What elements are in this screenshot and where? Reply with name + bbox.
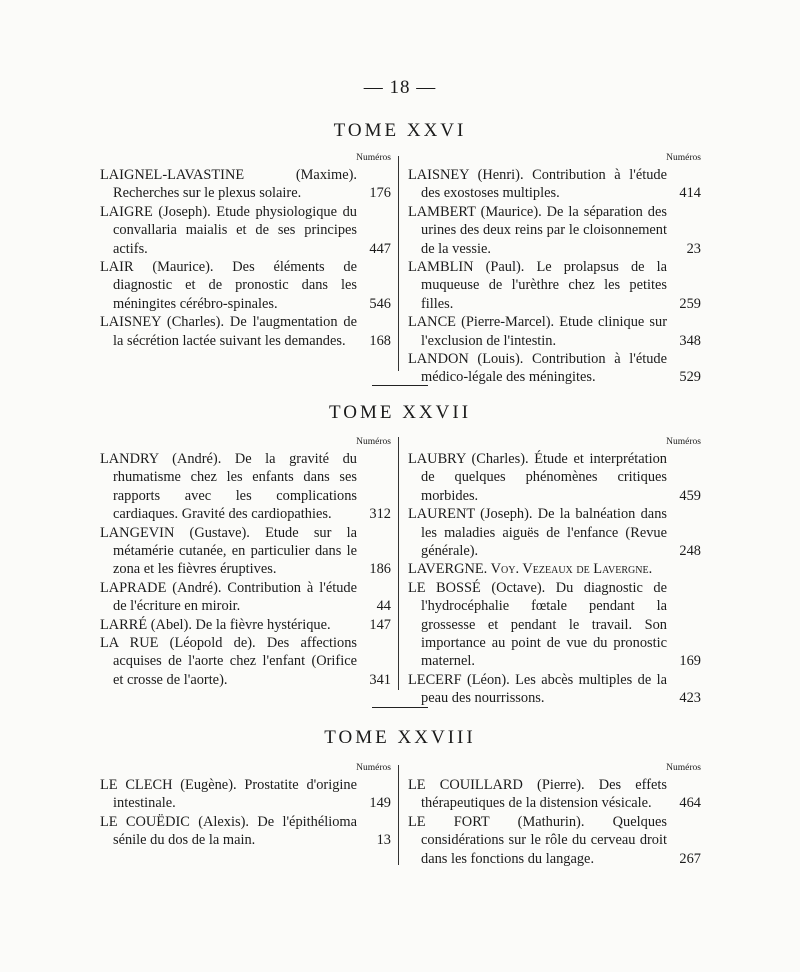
left-column	[100, 762, 393, 850]
entry-text: LAURENT (Joseph). De la balnéation dans les maladies aiguës de l'enfance (Revue générale).	[408, 506, 667, 560]
index-entry	[100, 313, 393, 350]
index-entry	[408, 813, 703, 868]
entry-text: LAIGNEL-LAVASTINE (Maxime). Recherches sur le plexus solaire.	[100, 167, 357, 202]
index-entry	[408, 203, 703, 258]
section-title-tome-xxvi: TOME XXVI	[333, 120, 467, 141]
index-entry	[100, 616, 393, 634]
index-entry	[100, 634, 393, 689]
entry-text: LAMBERT (Maurice). De la séparation des urines des deux reins par le cloisonnement de la vessie.	[408, 203, 667, 257]
entry-number: 341	[369, 671, 391, 688]
index-entry	[408, 450, 703, 505]
entry-text: LAIR (Maurice). Des éléments de diagnostic et de pronostic dans les méningites cérébro-spinales.	[100, 259, 357, 312]
page-number: — 18 —	[363, 77, 437, 98]
entry-number: 414	[679, 185, 701, 202]
index-entry	[100, 776, 393, 813]
right-column	[408, 152, 703, 387]
section-title-tome-xxviii: TOME XXVIII	[324, 727, 476, 748]
index-entry	[408, 258, 703, 313]
entry-text: LANDON (Louis). Contribution à l'étude médico-légale des méningites.	[408, 351, 667, 386]
entry-text: LANCE (Pierre-Marcel). Etude clinique sur l'exclusion de l'intestin.	[408, 314, 667, 349]
entry-number: 147	[369, 616, 391, 633]
column-header: Numéros	[666, 763, 701, 773]
entry-text: LA RUE (Léopold de). Des affections acquises de l'aorte chez l'enfant (Orifice et crosse de l'aorte).	[100, 635, 357, 688]
entry-text: LE FORT (Mathurin). Quelques considérations sur le rôle du cerveau droit dans les fonctions du langage.	[408, 813, 667, 867]
index-entry	[100, 450, 393, 524]
index-entry	[100, 813, 393, 850]
left-column	[100, 436, 393, 689]
entry-text: LAMBLIN (Paul). Le prolapsus de la muqueuse de l'urèthre chez les petites filles.	[408, 259, 667, 312]
entry-text: LAVERGNE. Voy. Vezeaux de Lavergne.	[408, 561, 653, 578]
entry-text: LAISNEY (Henri). Contribution à l'étude des exostoses multiples.	[408, 167, 667, 202]
entry-text: LAUBRY (Charles). Étude et interprétation de quelques phénomènes critiques morbides.	[408, 451, 667, 504]
entry-text: LE CLECH (Eugène). Prostatite d'origine intestinale.	[100, 777, 357, 812]
entry-number: 186	[369, 561, 391, 578]
entry-number: 13	[376, 832, 391, 849]
entry-number: 259	[679, 295, 701, 312]
entry-number: 529	[679, 369, 701, 386]
index-entry	[100, 203, 393, 258]
index-entry	[408, 350, 703, 387]
section-title-tome-xxvii: TOME XXVII	[328, 402, 472, 423]
entry-text: LE COUËDIC (Alexis). De l'épithélioma sénile du dos de la main.	[100, 813, 357, 849]
column-header: Numéros	[666, 153, 701, 163]
entry-text: LANGEVIN (Gustave). Etude sur la métamérie cutanée, en particulier dans le zona et les fièvres éruptives.	[100, 524, 357, 578]
index-entry	[408, 579, 703, 671]
entry-text: LE COUILLARD (Pierre). Des effets thérapeutiques de la distension vésicale.	[408, 777, 667, 812]
index-entry	[408, 776, 703, 813]
entry-number: 267	[679, 850, 701, 867]
entry-number: 464	[679, 795, 701, 812]
index-entry	[100, 579, 393, 616]
right-column	[408, 436, 703, 708]
column-divider	[398, 437, 399, 690]
section-divider	[372, 707, 428, 708]
entry-number: 546	[369, 295, 391, 312]
right-column	[408, 762, 703, 868]
entry-text: LE BOSSÉ (Octave). Du diagnostic de l'hydrocéphalie fœtale pendant la grossesse et pendant le travail. Son importance au point de vue du pronostic maternel.	[408, 579, 667, 670]
entry-number: 149	[369, 795, 391, 812]
column-header: Numéros	[666, 437, 701, 447]
entry-text: LECERF (Léon). Les abcès multiples de la peau des nourrissons.	[408, 671, 667, 707]
index-entry	[100, 524, 393, 579]
column-header: Numéros	[356, 153, 391, 163]
column-divider	[398, 156, 399, 371]
index-entry	[408, 166, 703, 203]
index-entry	[100, 258, 393, 313]
column-header: Numéros	[356, 437, 391, 447]
index-entry	[408, 505, 703, 560]
entry-number: 447	[369, 240, 391, 257]
entry-number: 168	[369, 332, 391, 349]
index-entry	[408, 313, 703, 350]
index-entry	[408, 560, 703, 578]
entry-number: 423	[679, 690, 701, 707]
entry-number: 169	[679, 653, 701, 670]
entry-text: LAIGRE (Joseph). Etude physiologique du convallaria maialis et de ses principes actifs.	[100, 203, 357, 257]
entry-number: 348	[679, 332, 701, 349]
column-header: Numéros	[356, 763, 391, 773]
entry-number: 44	[376, 598, 391, 615]
entry-text: LANDRY (André). De la gravité du rhumatisme chez les enfants dans ses rapports avec les complications cardiaques. Gravité des cardiopathies.	[100, 451, 357, 523]
index-entry	[408, 671, 703, 708]
entry-number: 176	[369, 185, 391, 202]
entry-text: LARRÉ (Abel). De la fièvre hystérique.	[100, 616, 331, 633]
section-divider	[372, 385, 428, 386]
entry-text: LAPRADE (André). Contribution à l'étude de l'écriture en miroir.	[100, 579, 357, 615]
left-column	[100, 152, 393, 350]
entry-number: 248	[679, 543, 701, 560]
entry-number: 459	[679, 487, 701, 504]
entry-text: LAISNEY (Charles). De l'augmentation de la sécrétion lactée suivant les demandes.	[100, 314, 357, 349]
entry-number: 23	[686, 240, 701, 257]
column-divider	[398, 765, 399, 865]
entry-number: 312	[369, 506, 391, 523]
index-entry	[100, 166, 393, 203]
